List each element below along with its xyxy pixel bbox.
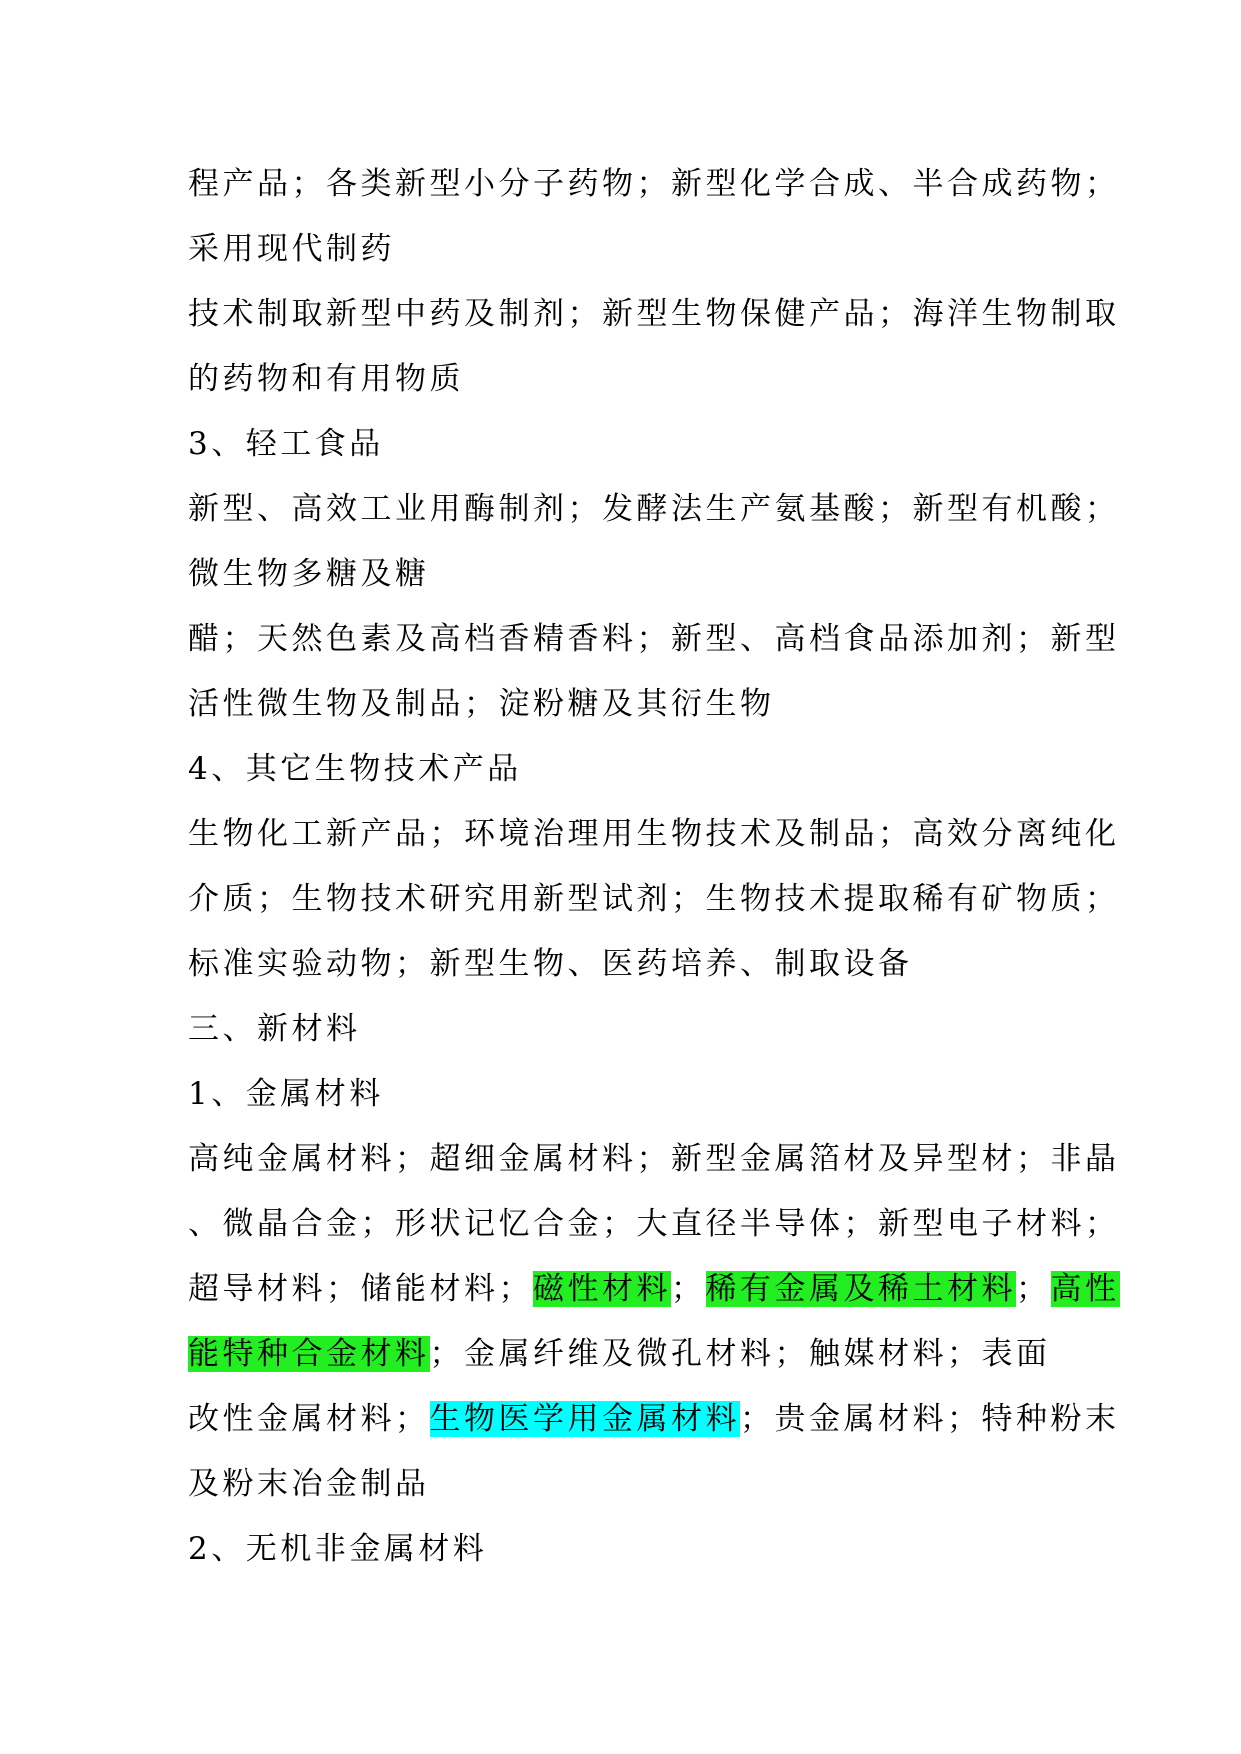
chapter-heading-new-materials: 三、新材料 (188, 1011, 361, 1047)
text-line: 高纯金属材料；超细金属材料；新型金属箔材及异型材；非晶 (188, 1141, 1120, 1177)
text-line: 及粉末冶金制品 (188, 1466, 430, 1502)
text-line: 采用现代制药 (188, 231, 395, 267)
section-heading-metal-materials: 1、金属材料 (188, 1076, 384, 1112)
text-segment: ；金属纤维及微孔材料；触媒材料；表面 (429, 1336, 1051, 1372)
text-line-highlighted (188, 1387, 1120, 1452)
document-body (188, 152, 1120, 1582)
text-line: 介质；生物技术研究用新型试剂；生物技术提取稀有矿物质； (188, 881, 1120, 917)
text-segment: 改性金属材料； (188, 1401, 430, 1437)
text-line: 生物化工新产品；环境治理用生物技术及制品；高效分离纯化 (188, 816, 1120, 852)
text-segment: ；贵金属材料；特种粉末 (740, 1401, 1120, 1437)
section-heading-light-food: 3、轻工食品 (188, 426, 384, 462)
text-line: 微生物多糖及糖 (188, 556, 430, 592)
text-segment: ； (1016, 1271, 1051, 1307)
highlight-cyan-text: 生物医学用金属材料 (429, 1401, 740, 1437)
text-segment: 超导材料；储能材料； (188, 1271, 533, 1307)
highlight-green-text: 高性 (1050, 1271, 1120, 1307)
text-line: 技术制取新型中药及制剂；新型生物保健产品；海洋生物制取 (188, 296, 1120, 332)
text-line-highlighted (188, 1257, 1120, 1322)
text-line: 程产品；各类新型小分子药物；新型化学合成、半合成药物； (188, 166, 1120, 202)
section-heading-inorganic-nonmetal: 2、无机非金属材料 (188, 1531, 488, 1567)
text-line-highlighted (188, 1322, 1068, 1387)
text-line: 醋；天然色素及高档香精香料；新型、高档食品添加剂；新型 (188, 621, 1120, 657)
highlight-green-text: 能特种合金材料 (188, 1336, 430, 1372)
highlight-green-text: 稀有金属及稀土材料 (705, 1271, 1016, 1307)
text-line: 标准实验动物；新型生物、医药培养、制取设备 (188, 946, 913, 982)
text-line: 、微晶合金；形状记忆合金；大直径半导体；新型电子材料； (188, 1206, 1120, 1242)
highlight-green-text: 磁性材料 (533, 1271, 671, 1307)
text-segment: ； (671, 1271, 706, 1307)
text-line: 的药物和有用物质 (188, 361, 464, 397)
section-heading-other-biotech: 4、其它生物技术产品 (188, 751, 522, 787)
text-line: 活性微生物及制品；淀粉糖及其衍生物 (188, 686, 775, 722)
text-line: 新型、高效工业用酶制剂；发酵法生产氨基酸；新型有机酸； (188, 491, 1120, 527)
